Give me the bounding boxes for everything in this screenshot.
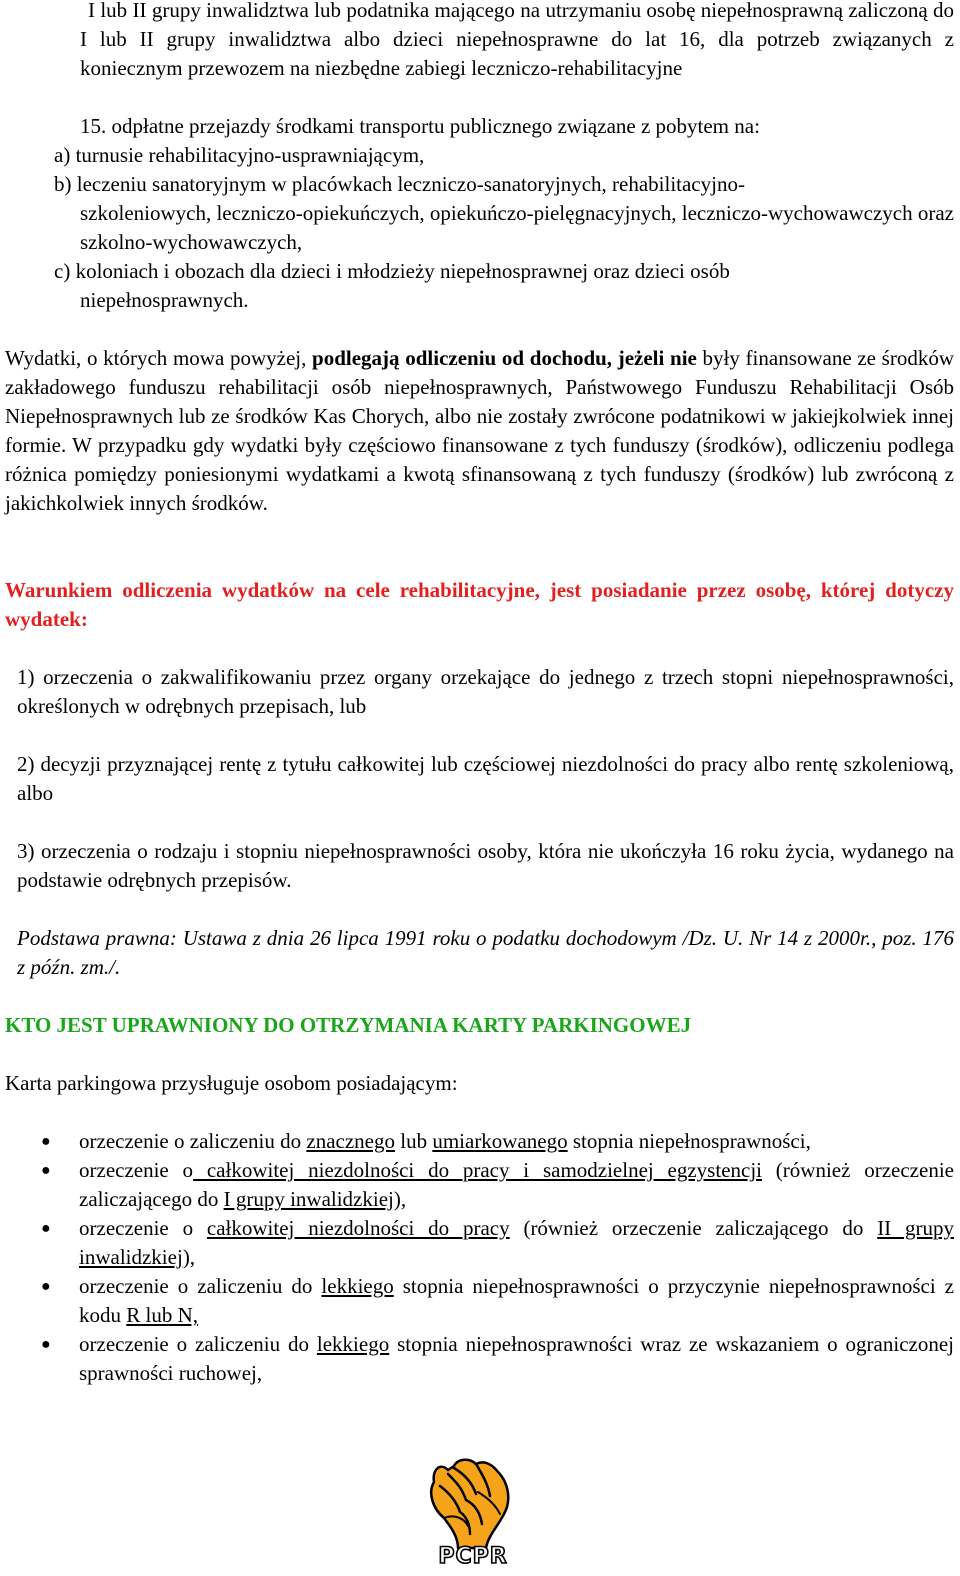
bullet-underlined: całkowitej niezdolności do pracy i samodzielnej egzystencji [193,1158,762,1182]
list-item [0,1272,954,1330]
intro-paragraph [80,0,954,83]
bullet-underlined: R lub N, [126,1303,199,1327]
condition-2-text: 2) decyzji przyznającej rentę z tytułu całkowitej lub częściowej niezdolności do pracy albo rentę szkoleniową, albo [17,752,954,805]
bullet-text: orzeczenie o zaliczeniu do [79,1129,307,1153]
condition-1-text: 1) orzeczenia o zakwalifikowaniu przez organy orzekające do jednego z trzech stopni niepełnosprawności, określonych w odrębnych przepisach, lub [17,665,954,718]
sub-item-b-line2: szkoleniowych, leczniczo-opiekuńczych, opiekuńczo-pielęgnacyjnych, leczniczo-wychowawczych oraz szkolno-wychowawczych, [80,201,955,254]
intro-text: I lub II grupy inwalidztwa lub podatnika mającego na utrzymaniu osobę niepełnosprawną zaliczoną do I lub II grupy inwalidztwa albo dzieci niepełnosprawne do lat 16, dla potrzeb związanych z koniecznym przewozem na niezbędne zabiegi leczniczo-rehabilitacyjne [80,0,954,80]
condition-2 [17,750,954,808]
sublist [54,141,954,315]
bullet-text: (również orzeczenie zaliczającego do [79,1158,954,1211]
condition-3-text: 3) orzeczenia o rodzaju i stopniu niepełnosprawności osoby, która nie ukończyła 16 roku życia, wydanego na podstawie odrębnych przepisów. [17,839,954,892]
sub-item-a: a) turnusie rehabilitacyjno-usprawniającym, [54,143,425,167]
wydatki-bold: podlegają odliczeniu od dochodu, jeżeli nie [312,346,697,370]
bullet-text: stopnia niepełnosprawności o przyczynie niepełnosprawności z kodu [79,1274,954,1327]
bullet-text: (również orzeczenie zaliczającego do [509,1216,878,1240]
bullet-text: ), [182,1245,196,1269]
bullet-icon: ● [41,1336,51,1353]
bullet-underlined: II grupy inwalidzkiej [79,1216,954,1269]
bullet-icon: ● [41,1162,51,1179]
karta-intro [5,1069,954,1098]
pcpr-logo-icon [418,1452,528,1568]
bullet-text: orzeczenie o zaliczeniu do [79,1274,322,1298]
bullet-underlined: lekkiego [316,1332,390,1356]
wydatki-text-1: Wydatki, o których mowa powyżej, [5,346,313,370]
bullet-text: orzeczenie o zaliczeniu do [79,1332,317,1356]
bullet-icon: ● [41,1133,51,1150]
bullet-underlined: I grupy inwalidzkiej [223,1187,394,1211]
bullet-text: orzeczenie o [79,1216,207,1240]
list-item [0,1214,954,1272]
condition-1 [17,663,954,721]
bullet-text: ), [393,1187,407,1211]
list-item [0,1156,954,1214]
warunek-heading [5,576,954,634]
wydatki-text-2: były finansowane ze środków zakładowego funduszu rehabilitacji osób niepełnosprawnych, Państwowego Funduszu Rehabilitacji Osób Niepełnosprawnych lub ze środków Kas Chorych, albo nie zostały zwrócone podatnikowi w jakiejkolwiek innej formie. W przypadku gdy wydatki były częściowo finansowane z tych funduszy (środków), odliczeniu podlega różnica pomiędzy poniesionymi wydatkami a kwotą sfinansowaną z tych funduszy (środków) lub zwróconą z jakichkolwiek innych środków. [5,346,954,515]
wydatki-paragraph [5,344,954,518]
bullet-underlined: umiarkowanego [432,1129,568,1153]
warunek-text: Warunkiem odliczenia wydatków na cele rehabilitacyjne, jest posiadanie przez osobę, której dotyczy wydatek: [5,578,954,631]
section-heading-text: KTO JEST UPRAWNIONY DO OTRZYMANIA KARTY PARKINGOWEJ [5,1013,692,1037]
item-15-text: 15. odpłatne przejazdy środkami transportu publicznego związane z pobytem na: [80,114,760,138]
pcpr-logo [418,1452,528,1568]
wydatki-text [5,344,954,518]
legal-basis [17,924,954,982]
bullet-text: stopnia niepełnosprawności wraz ze wskazaniem o ograniczonej sprawności ruchowej, [79,1332,954,1385]
bullet-text: orzeczenie o [79,1158,194,1182]
bullet-underlined: znacznego [306,1129,395,1153]
legal-basis-text: Podstawa prawna: Ustawa z dnia 26 lipca 1991 roku o podatku dochodowym /Dz. U. Nr 14 z 2000r., poz. 176 z późn. zm./. [17,926,954,979]
condition-3 [17,837,954,895]
bullet-icon: ● [41,1278,51,1295]
list-item [0,1127,954,1156]
sub-item-c-line2: niepełnosprawnych. [80,288,249,312]
bullet-text: stopnia niepełnosprawności, [567,1129,811,1153]
bullet-underlined: lekkiego [321,1274,394,1298]
bullet-icon: ● [41,1220,51,1237]
sub-item-c-line1: c) koloniach i obozach dla dzieci i młodzieży niepełnosprawnej oraz dzieci osób [54,259,730,283]
bullet-underlined: całkowitej niezdolności do pracy [206,1216,510,1240]
bullet-text: lub [394,1129,433,1153]
karta-bullet-list [0,1127,954,1388]
list-item [0,1330,954,1388]
section-heading [5,1011,954,1040]
pcpr-logo-text: PCPR [438,1544,508,1568]
item-15 [80,112,954,141]
sub-item-b-line1: b) leczeniu sanatoryjnym w placówkach leczniczo-sanatoryjnych, rehabilitacyjno- [54,172,745,196]
karta-intro-text: Karta parkingowa przysługuje osobom posiadającym: [5,1071,458,1095]
